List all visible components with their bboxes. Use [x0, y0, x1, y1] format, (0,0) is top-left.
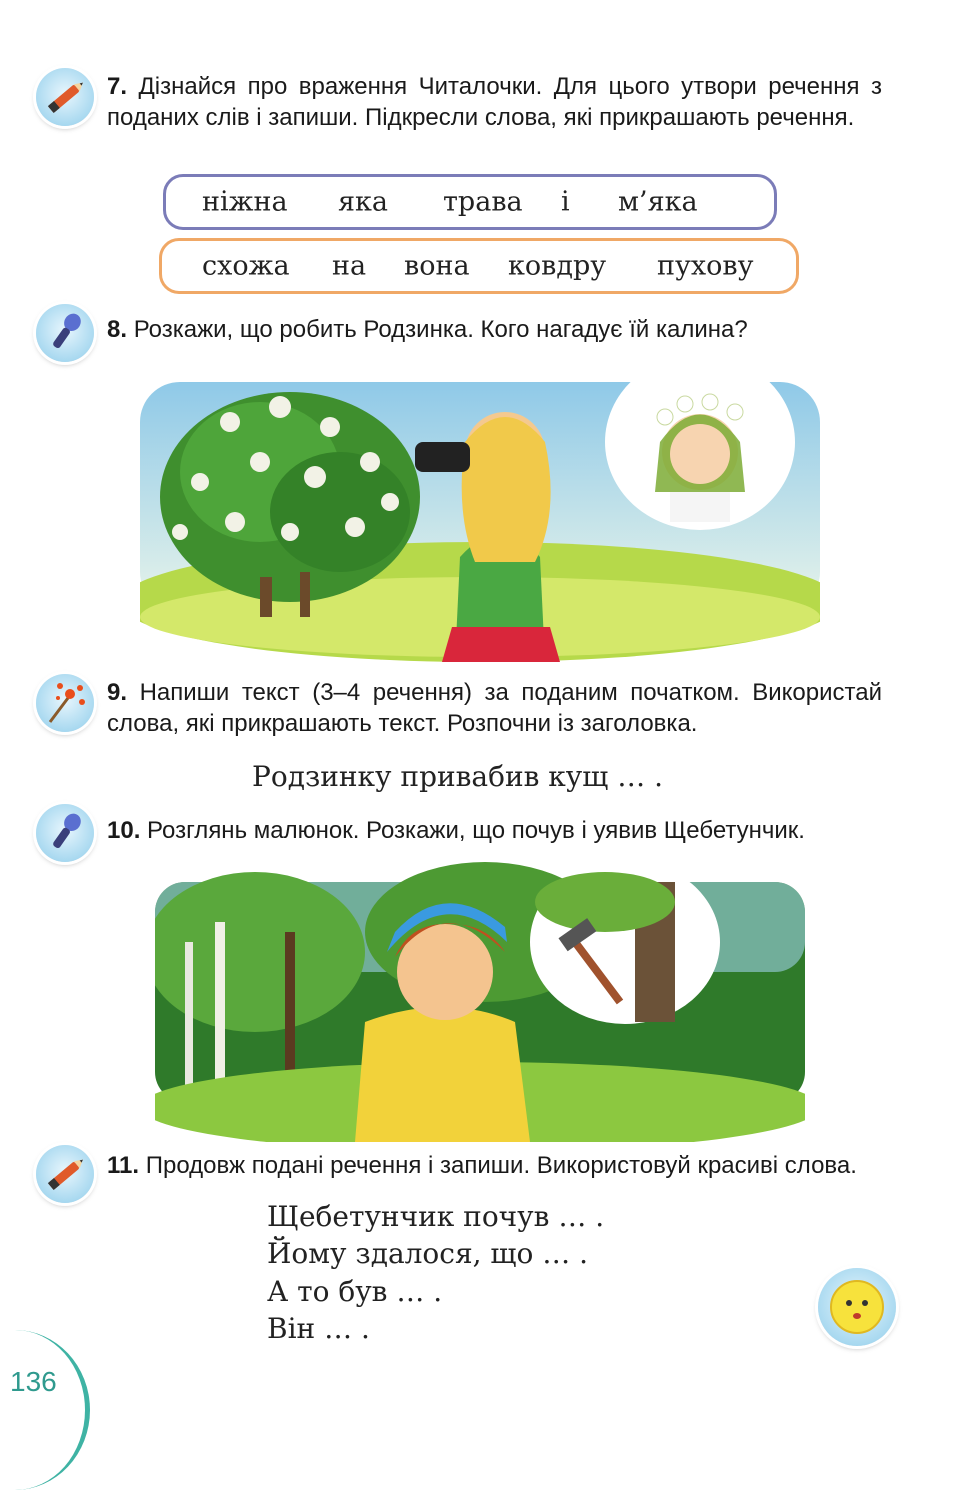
word-box-2: [159, 238, 799, 294]
task11-line: Йому здалося, що … .: [267, 1237, 589, 1270]
word: схожа: [202, 250, 290, 282]
microphone-icon: [36, 804, 94, 862]
word-box-1: [163, 174, 777, 230]
illustration-girl-photographing-viburnum: [140, 362, 820, 662]
word: яка: [338, 186, 389, 218]
task11-line: Він … .: [267, 1312, 370, 1345]
task-11: 11. Продовж подані речення і запиши. Використовуй красиві слова.: [107, 1152, 857, 1179]
word: вона: [404, 250, 470, 282]
page-number: 136: [10, 1366, 57, 1397]
task-8: 8. Розкажи, що робить Родзинка. Кого нагадує їй калина?: [107, 316, 748, 343]
word: м’яка: [618, 186, 698, 218]
word: пухову: [657, 250, 754, 282]
task-7: 7. Дізнайся про враження Читалочки. Для цього утвори речення з поданих слів і запиши. Підкресли слова, які прикрашають речення.: [107, 73, 882, 131]
word: трава: [443, 186, 523, 218]
task-10: 10. Розглянь малюнок. Розкажи, що почув і уявив Щебетунчик.: [107, 817, 805, 844]
word: і: [561, 186, 570, 218]
microphone-icon: [36, 304, 94, 362]
task9-start-sentence: Родзинку привабив кущ … .: [252, 760, 664, 793]
task11-line: А то був … .: [267, 1275, 443, 1308]
task-9: 9. Напиши текст (3–4 речення) за поданим початком. Використай слова, які прикрашають текст. Розпочни із заголовка.: [107, 679, 883, 737]
sparkler-icon: [36, 674, 94, 732]
page-corner-decoration: [0, 1330, 90, 1490]
pen-icon: [36, 1145, 94, 1203]
smiley-icon: [818, 1268, 896, 1346]
word: ніжна: [202, 186, 288, 218]
pen-icon: [36, 68, 94, 126]
task11-line: Щебетунчик почув … .: [267, 1200, 605, 1233]
word: на: [332, 250, 367, 282]
illustration-boy-listening-forest: [155, 862, 805, 1142]
word: ковдру: [508, 250, 607, 282]
